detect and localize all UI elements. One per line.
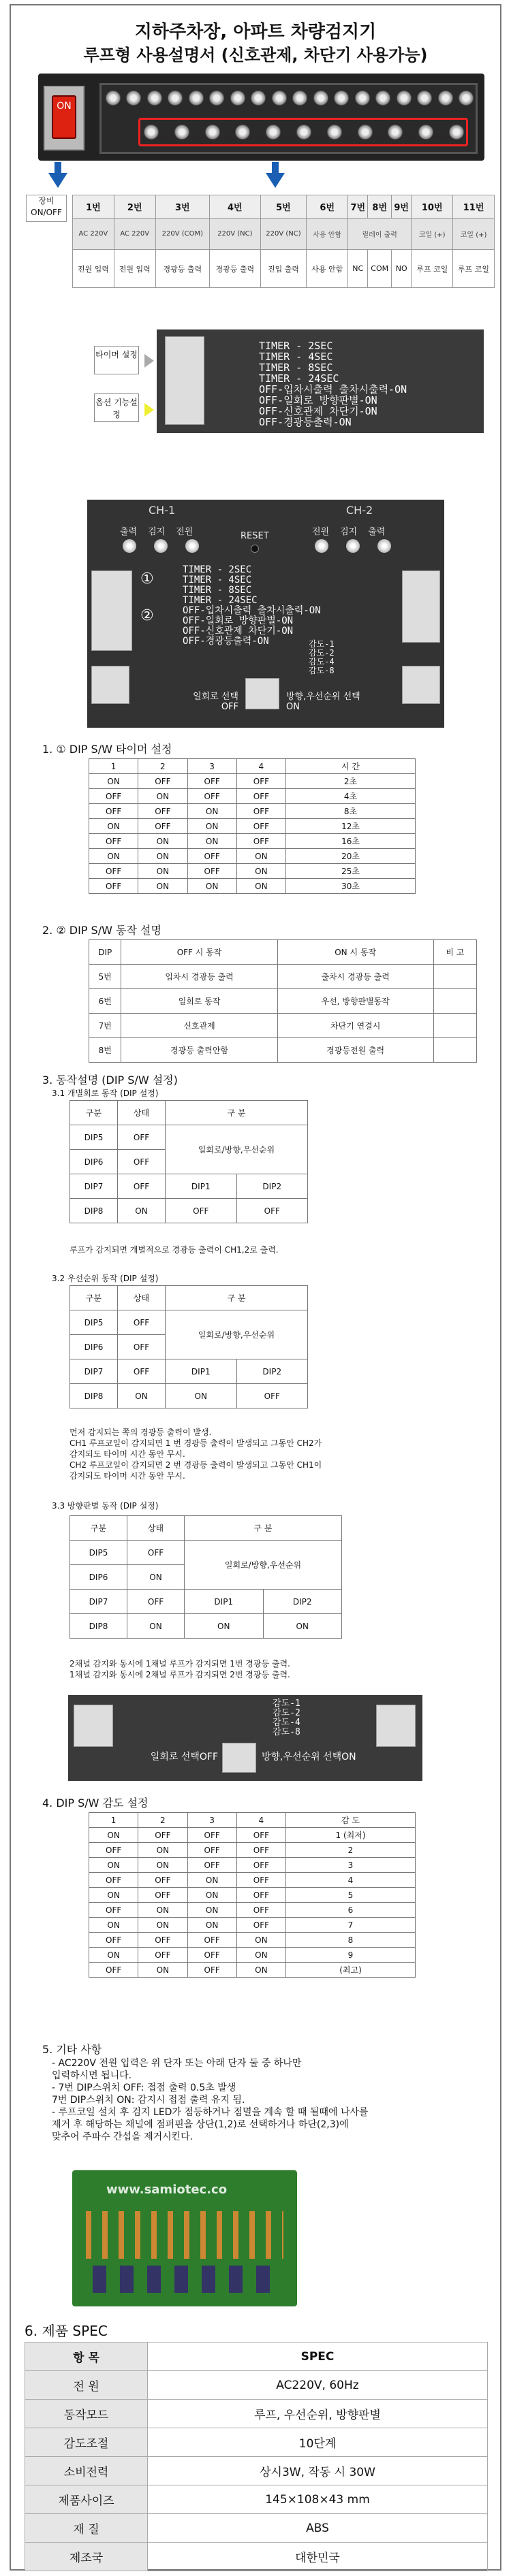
panel-photo bbox=[87, 500, 444, 728]
table-row: ON OFF OFF OFF 2초 bbox=[89, 774, 416, 789]
table-row: OFF ON ON OFF 16초 bbox=[89, 834, 416, 849]
table-row: 제품사이즈 145×108×43 mm bbox=[25, 2485, 488, 2514]
sec5-heading: 5. 기타 사항 bbox=[42, 2043, 102, 2056]
table-row: ON OFF ON OFF 5 bbox=[89, 1888, 416, 1903]
table-row: 8번 경광등 출력안함 경광등전원 출력 bbox=[89, 1038, 477, 1063]
left-bottom-2: 일회로 선택OFF bbox=[150, 1752, 218, 1762]
sec3-note1: 루프가 감지되면 개별적으로 경광등 출력이 CH1,2로 출력. bbox=[69, 1245, 279, 1255]
circle-1: ① bbox=[140, 570, 154, 587]
table-row: OFF ON ON ON 30초 bbox=[89, 879, 416, 894]
dip-sens-right bbox=[402, 666, 440, 704]
table-row: OFF OFF OFF ON 8 bbox=[89, 1933, 416, 1948]
panel-right-bottom: 방향,우선순위 선택ON bbox=[286, 692, 360, 712]
table-row: 제조국 대한민국 bbox=[25, 2543, 488, 2571]
table-row: ON ON OFF OFF 3 bbox=[89, 1858, 416, 1873]
title-line1: 지하주차장, 아파트 차량검지기 bbox=[134, 22, 377, 42]
dip-legend: TIMER - 2SEC TIMER - 4SEC TIMER - 8SEC TIMER - 24SEC OFF-입차시출력 출차시출력-ON OFF-일회로 방향판별-ON OFF-신호관제 차단기-ON OFF-경광등출력-ON bbox=[259, 340, 407, 428]
right-bottom-2: 방향,우선순위 선택ON bbox=[262, 1752, 356, 1762]
sens-dip-left bbox=[74, 1705, 113, 1747]
table-row: OFF ON ON OFF 6 bbox=[89, 1903, 416, 1918]
panel-left-bottom: 일회로 선택OFF bbox=[193, 692, 238, 712]
onoff-label: 장비 ON/OFF bbox=[26, 195, 67, 222]
operation-table-2: 구분 상태 구 분 DIP5 OFF 일회로/방향,우선순위 DIP6 OFF DIP7 OFF DIP1 DIP2 DIP8 ON ON OFF bbox=[69, 1285, 308, 1408]
ch2-led-labels: 전원 검지 출력 bbox=[312, 527, 386, 537]
panel-legend: TIMER - 2SEC TIMER - 4SEC TIMER - 8SEC TIMER - 24SEC OFF-입차시출력 출차시출력-ON OFF-일회로 방향판별-ON OFF-신호관제 차단기-ON OFF-경광등출력-ON bbox=[183, 564, 321, 647]
sec2-heading: 2. ② DIP S/W 동작 설명 bbox=[42, 924, 161, 937]
table-row: ON OFF ON OFF 12초 bbox=[89, 819, 416, 834]
terminal-table: 1번 2번 3번 4번 5번 6번 7번 8번 9번 10번 11번 AC 220V AC 220V 220V (COM) 220V (NC) 220V (NC) 사용 안함 릴레이 출력 코일 (+) 코일 (+) 전원 입력 전원 입력 경광등 출력 경광등 출력 진입 출력 사용 안함 NC COM NO 루프 코일 루프 코일 bbox=[72, 195, 495, 288]
ch2-leds bbox=[315, 539, 391, 553]
dip-sens-left bbox=[91, 666, 129, 704]
table-row: OFF ON OFF ON 25초 bbox=[89, 864, 416, 879]
table-row: OFF OFF ON OFF 8초 bbox=[89, 804, 416, 819]
table-row: ON ON ON OFF 7 bbox=[89, 1918, 416, 1933]
dip-switch-right bbox=[402, 570, 440, 643]
arrow-option bbox=[144, 403, 154, 417]
sens-legend: 감도-1 감도-2 감도-4 감도-8 bbox=[309, 639, 335, 675]
terminal-strip-photo bbox=[38, 74, 484, 161]
table-row: 감도조절 10단계 bbox=[25, 2428, 488, 2457]
sec3-sub1: 3.1 개별회로 동작 (DIP 설정) bbox=[52, 1089, 159, 1098]
sensitivity-photo bbox=[68, 1695, 422, 1781]
circle-2: ② bbox=[140, 607, 154, 624]
reset-label: RESET bbox=[241, 531, 269, 541]
pcb-components bbox=[86, 2211, 283, 2259]
sec3-note2: 먼저 감지되는 쪽의 경광등 출력이 발생. CH1 루프코일이 감지되면 1 번 경광등 출력이 발생되고 그동안 CH2가 감지되도 타이머 시간 동안 무시. CH2 루프코일이 감지되면 2 번 경광등 출력이 발생되고 그동안 CH1이 감지되도 타이머 시간 동안 무시. bbox=[69, 1428, 322, 1481]
timer-table: 1 2 3 4 시 간 ON OFF OFF OFF 2초 OFF ON OFF OFF 4초 OFF OFF ON OFF 8초 ON OFF ON OFF 12초 OFF ON ON OFF 16초 ON ON OFF ON 20초 OFF ON OFF ON 25초 OFF ON ON ON 30초 bbox=[89, 758, 416, 894]
ch1-led-labels: 출력 검지 전원 bbox=[120, 527, 193, 537]
sensitivity-table: 1 2 3 4 감 도 ON OFF OFF OFF 1 (최저) OFF ON OFF OFF 2 ON ON OFF OFF 3 OFF OFF ON OFF 4 ON OFF ON OFF 5 OFF ON ON OFF 6 ON ON ON OFF 7 OFF OFF OFF ON 8 ON OFF OFF ON 9 OFF ON OFF ON (최고) bbox=[89, 1812, 416, 1978]
pcb-chips bbox=[93, 2266, 277, 2293]
table-row: ON ON OFF ON 20초 bbox=[89, 849, 416, 864]
sens-dip-right bbox=[376, 1705, 416, 1747]
timer-setting-label: 타이머 설정 bbox=[94, 346, 139, 374]
table-row: 재 질 ABS bbox=[25, 2514, 488, 2543]
table-row: ON OFF OFF OFF 1 (최저) bbox=[89, 1828, 416, 1843]
sec3-sub3: 3.3 방향판별 동작 (DIP 설정) bbox=[52, 1501, 159, 1511]
sec3-note3: 2채널 감지와 동시에 1채널 루프가 감지되면 1번 경광등 출력. 1채널 감지와 동시에 2채널 루프가 감지되면 2번 경광등 출력. bbox=[69, 1659, 290, 1679]
title-line2: 루프형 사용설명서 (신호관제, 차단기 사용가능) bbox=[83, 46, 428, 65]
pcb-photo bbox=[72, 2170, 297, 2306]
sens-legend-2: 감도-1 감도-2 감도-4 감도-8 bbox=[273, 1698, 300, 1737]
arrow-timer bbox=[144, 354, 154, 368]
operation-table-3: 구분 상태 구 분 DIP5 OFF 일회로/방향,우선순위 DIP6 ON DIP7 OFF DIP1 DIP2 DIP8 ON ON ON bbox=[69, 1515, 342, 1639]
table-row: 5번 입차시 경광등 출력 출차시 경광등 출력 bbox=[89, 965, 477, 989]
table-row: OFF ON OFF ON (최고) bbox=[89, 1963, 416, 1978]
dip-mode-switch bbox=[245, 678, 279, 709]
dip-switch-left bbox=[91, 570, 132, 651]
sec3-heading: 3. 동작설명 (DIP S/W 설정) bbox=[42, 1074, 178, 1086]
table-row: 소비전력 상시3W, 작동 시 30W bbox=[25, 2457, 488, 2485]
ch2-label: CH-2 bbox=[346, 504, 373, 517]
table-row: 전 원 AC220V, 60Hz bbox=[25, 2371, 488, 2400]
sec4-heading: 4. DIP S/W 감도 설정 bbox=[42, 1797, 149, 1809]
dip-diagram bbox=[157, 329, 484, 433]
arrow-switch-head bbox=[48, 173, 67, 188]
table-row: OFF ON OFF OFF 2 bbox=[89, 1843, 416, 1858]
arrow-terminal-head bbox=[266, 173, 285, 188]
table-row: OFF ON OFF OFF 4초 bbox=[89, 789, 416, 804]
pcb-watermark: www.samiotec.co bbox=[106, 2183, 228, 2197]
spec-table: 항 목 SPEC 전 원 AC220V, 60Hz 동작모드 루프, 우선순위, 방향판별 감도조절 10단계 소비전력 상시3W, 작동 시 30W 제품사이즈 145×108×43 mm 재 질 ABS 제조국 대한민국 bbox=[25, 2342, 488, 2571]
sec3-sub2: 3.2 우선순위 동작 (DIP 설정) bbox=[52, 1274, 159, 1283]
table-row: 6번 일회로 동작 우선, 방향판별동작 bbox=[89, 989, 477, 1014]
sec5-notes: - AC220V 전원 입력은 위 단자 또는 아래 단자 둘 중 하나만 입력하시면 됩니다. - 7번 DIP스위치 OFF: 접점 출력 0.5초 발생 7번 DIP스위치 ON: 감지시 접점 출력 유지 됨. - 루프코일 설치 후 검지 LED가 점등하거나 점멸을 계속 할 때 될때에 나사를 제거 후 해당하는 채널에 점퍼핀을 상단(1,2)로 선택하거나 하단(2,3)에 맞추어 주파수 간섭을 제거시킨다. bbox=[52, 2058, 369, 2142]
power-switch-label: ON bbox=[57, 101, 72, 112]
option-setting-label: 옵션 기능설정 bbox=[94, 393, 139, 422]
power-switch bbox=[44, 86, 84, 150]
table-row: OFF OFF ON OFF 4 bbox=[89, 1873, 416, 1888]
ch1-label: CH-1 bbox=[149, 504, 176, 517]
ch1-leds bbox=[123, 539, 199, 553]
highlight-outline bbox=[138, 118, 468, 146]
manual-page bbox=[10, 4, 501, 2571]
sec1-heading: 1. ① DIP S/W 타이머 설정 bbox=[42, 743, 172, 756]
dip-switch-graphic bbox=[165, 336, 204, 425]
screw-row-top bbox=[106, 91, 474, 106]
terminal-block bbox=[99, 83, 478, 154]
reset-button bbox=[251, 545, 259, 553]
table-row: 7번 신호관제 차단기 연결시 bbox=[89, 1014, 477, 1038]
sec6-heading: 6. 제품 SPEC bbox=[25, 2323, 108, 2339]
operation-table-1: 구분 상태 구 분 DIP5 OFF 일회로/방향,우선순위 DIP6 OFF DIP7 OFF DIP1 DIP2 DIP8 ON OFF OFF bbox=[69, 1100, 308, 1223]
table-row: 동작모드 루프, 우선순위, 방향판별 bbox=[25, 2400, 488, 2428]
table-row: ON OFF OFF ON 9 bbox=[89, 1948, 416, 1963]
mode-switch-2 bbox=[222, 1743, 256, 1773]
dip-function-table: DIP OFF 시 동작 ON 시 동작 비 고 5번 입차시 경광등 출력 출차시 경광등 출력 6번 일회로 동작 우선, 방향판별동작 7번 신호관제 차단기 연결시 8번 경광등 출력안함 경광등전원 출력 bbox=[89, 939, 477, 1063]
